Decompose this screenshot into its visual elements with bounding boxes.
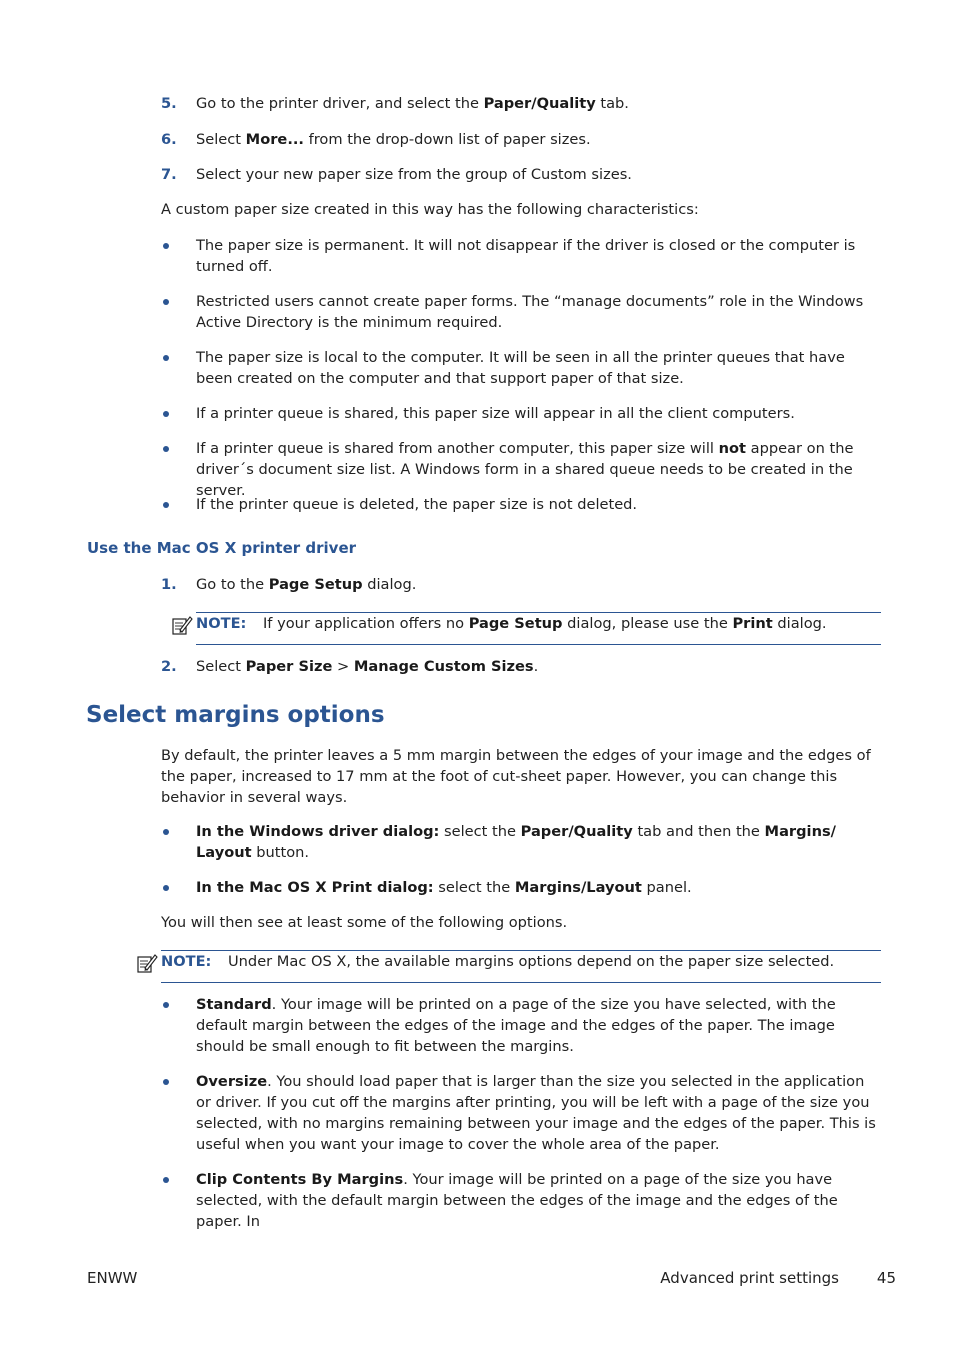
list-item-text: Oversize. You should load paper that is larger than the size you selected in the application or driver. If you cut off the margins after printing, you will be left with a page of the size you selected, with no margins remaining between your image and the edges of the paper. This is useful when you want your image to cover the whole area of the paper. (196, 1073, 876, 1153)
bullet-dot (163, 411, 169, 417)
list-item-text: Clip Contents By Margins. Your image will be printed on a page of the size you have selected, with the default margin between the edges of the image and the edges of the paper. In (196, 1171, 838, 1230)
bullet-dot (163, 446, 169, 452)
page-number: 45 (876, 1269, 896, 1287)
options-intro: You will then see at least some of the following options. (161, 914, 568, 931)
note-text: Under Mac OS X, the available margins options depend on the paper size selected. (228, 953, 835, 970)
bullet-dot (163, 299, 169, 305)
bullet-dot (163, 1177, 169, 1183)
list-item-text: In the Mac OS X Print dialog: select the Margins/Layout panel. (196, 879, 692, 896)
step-number: 5. (161, 95, 177, 112)
note-page-setup (196, 612, 881, 645)
step-number: 2. (161, 658, 177, 675)
list-item-text: Restricted users cannot create paper forms. The “manage documents” role in the Windows Active Directory is the minimum required. (196, 293, 864, 331)
note-label: NOTE: (161, 953, 212, 970)
list-item-text: In the Windows driver dialog: select the Paper/Quality tab and then the Margins/ Layout button. (196, 823, 836, 861)
step-number: 7. (161, 166, 177, 183)
footer-section: Advanced print settings (660, 1269, 839, 1287)
step-text: Select your new paper size from the group of Custom sizes. (196, 166, 632, 183)
note-text: If your application offers no Page Setup dialog, please use the Print dialog. (263, 615, 827, 632)
step-text: Select More... from the drop-down list of paper sizes. (196, 131, 591, 148)
bullet-dot (163, 1079, 169, 1085)
step-text: Select Paper Size > Manage Custom Sizes. (196, 658, 539, 675)
mac-driver-heading: Use the Mac OS X printer driver (87, 539, 357, 557)
bullet-dot (163, 502, 169, 508)
margins-intro: By default, the printer leaves a 5 mm margin between the edges of your image and the edges of the paper, increased to 17 mm at the foot of cut-sheet paper. However, you can change this behavior in several ways. (161, 747, 871, 806)
footer-left: ENWW (87, 1269, 138, 1287)
list-item-text: If a printer queue is shared from another computer, this paper size will not appear on the driver´s document size list. A Windows form in a shared queue needs to be created in the server. (196, 440, 854, 499)
bullet-dot (163, 885, 169, 891)
note-label: NOTE: (196, 615, 247, 632)
step-number: 6. (161, 131, 177, 148)
bullet-dot (163, 243, 169, 249)
step-text: Go to the Page Setup dialog. (196, 576, 417, 593)
list-item-text: Standard. Your image will be printed on a page of the size you have selected, with the default margin between the edges of the image and the edges of the paper. The image should be small enough to fit between the margins. (196, 996, 836, 1055)
bullet-dot (163, 1002, 169, 1008)
list-item-text: The paper size is permanent. It will not disappear if the driver is closed or the computer is turned off. (196, 237, 856, 275)
characteristics-intro: A custom paper size created in this way has the following characteristics: (161, 201, 699, 218)
section-title: Select margins options (86, 702, 385, 728)
list-item-text: If a printer queue is shared, this paper size will appear in all the client computers. (196, 405, 795, 422)
list-item-text: The paper size is local to the computer. It will be seen in all the printer queues that have been created on the computer and that support paper of that size. (196, 349, 845, 387)
note-mac-margins (161, 950, 881, 983)
step-number: 1. (161, 576, 177, 593)
step-text: Go to the printer driver, and select the Paper/Quality tab. (196, 95, 629, 112)
bullet-dot (163, 355, 169, 361)
note-pencil-icon (171, 614, 193, 636)
list-item-text: If the printer queue is deleted, the paper size is not deleted. (196, 496, 638, 513)
note-pencil-icon (136, 952, 158, 974)
bullet-dot (163, 829, 169, 835)
